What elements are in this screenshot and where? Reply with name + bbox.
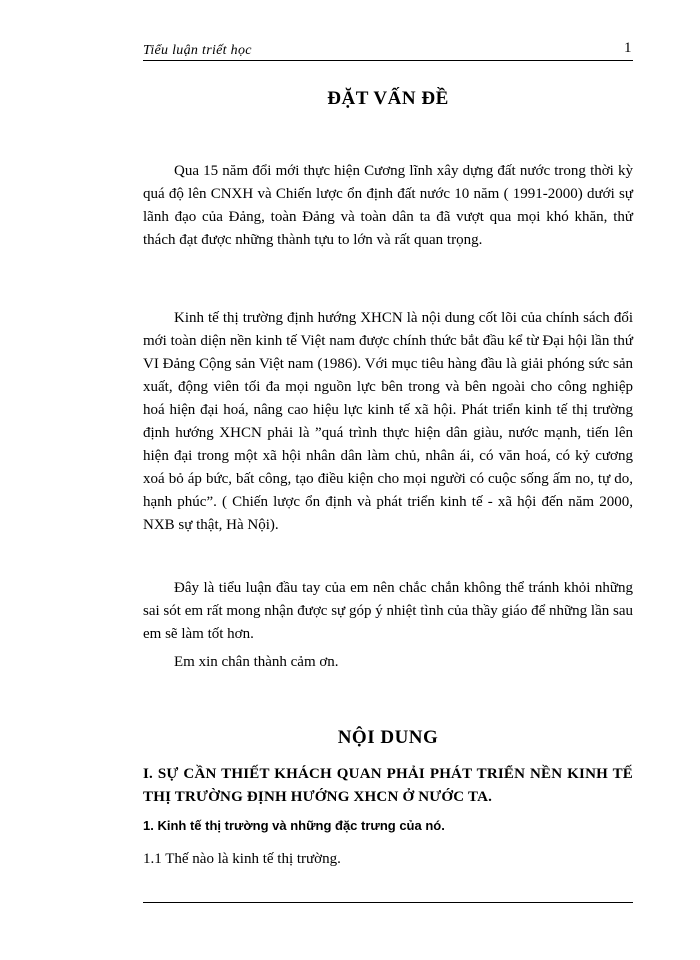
closing-line: Em xin chân thành cảm ơn. (174, 654, 339, 670)
section-1-heading: I. SỰ CẦN THIẾT KHÁCH QUAN PHẢI PHÁT TRIỂN NỀN KINH TẾ THỊ TRƯỜNG ĐỊNH HƯỚNG XHCN Ở NƯỚC TA. (143, 766, 633, 805)
intro-heading: ĐẶT VẤN ĐỀ (327, 88, 449, 109)
footer-rule (143, 902, 633, 903)
intro-paragraph-2: Kinh tế thị trường định hướng XHCN là nội dung cốt lõi của chính sách đổi mới toàn diện nền kinh tế Việt nam được chính thức bắt đầu kể từ Đại hội lần thứ VI Đảng Cộng sản Việt nam (1986). Với mục tiêu hàng đầu là giải phóng sức sản xuất, động viên tối đa mọi nguồn lực bên trong và bên ngoài cho công nghiệp hoá hiện đại hoá, nâng cao hiệu lực kinh tế xã hội. Phát triển kinh tế thị trường định hướng XHCN phải là ”quá trình thực hiện dân giàu, nước mạnh, tiến lên hiện đại trong một xã hội nhân dân làm chủ, nhân ái, có văn hoá, có kỷ cương xoá bỏ áp bức, bất công, tạo điều kiện cho mọi người có cuộc sống ấm no, tự do, hạnh phúc”. ( Chiến lược ổn định và phát triển kinh tế - xã hội đến năm 2000, NXB sự thật, Hà Nội). (143, 310, 633, 533)
subsection-1-heading: 1. Kinh tế thị trường và những đặc trưng của nó. (143, 818, 445, 833)
page-number: 1 (624, 40, 632, 56)
page-header (143, 40, 633, 61)
subsection-1-1-heading: 1.1 Thế nào là kinh tế thị trường. (143, 851, 341, 867)
intro-paragraph-3: Đây là tiểu luận đầu tay của em nên chắc chắn không thể tránh khỏi những sai sót em rất mong nhận được sự góp ý nhiệt tình của thầy giáo để những lần sau em sẽ làm tốt hơn. (143, 580, 633, 642)
content-heading: NỘI DUNG (337, 727, 439, 748)
header-title: Tiểu luận triết học (143, 43, 252, 58)
intro-paragraph-1: Qua 15 năm đổi mới thực hiện Cương lĩnh xây dựng đất nước trong thời kỳ quá độ lên CNXH và Chiến lược ổn định đất nước 10 năm ( 1991-2000) dưới sự lãnh đạo của Đảng, toàn Đảng và toàn dân ta đã vượt qua mọi khó khăn, thử thách đạt được những thành tựu to lớn và rất quan trọng. (143, 163, 633, 248)
